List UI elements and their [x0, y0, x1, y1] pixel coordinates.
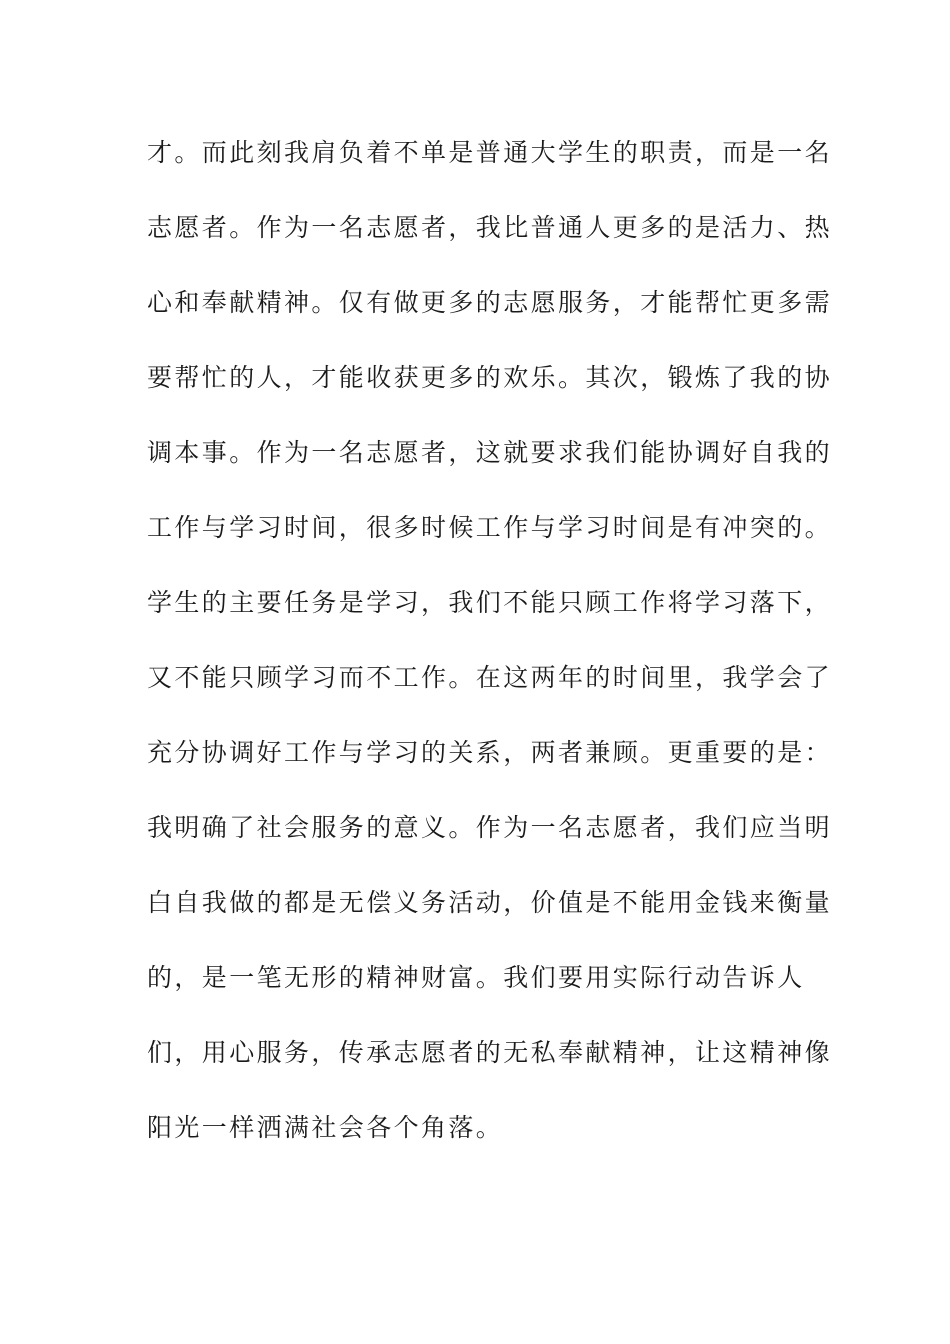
- text-line: 要帮忙的人，才能收获更多的欢乐。其次，锻炼了我的协: [147, 363, 833, 392]
- text-line: 们，用心服务，传承志愿者的无私奉献精神，让这精神像: [147, 1038, 833, 1067]
- text-line: 志愿者。作为一名志愿者，我比普通人更多的是活力、热: [147, 213, 833, 242]
- text-line: 我明确了社会服务的意义。作为一名志愿者，我们应当明: [147, 813, 833, 842]
- text-line: 学生的主要任务是学习，我们不能只顾工作将学习落下，: [147, 588, 833, 617]
- text-line: 阳光一样洒满社会各个角落。: [147, 1113, 504, 1142]
- text-line: 调本事。作为一名志愿者，这就要求我们能协调好自我的: [147, 438, 833, 467]
- text-line: 白自我做的都是无偿义务活动，价值是不能用金钱来衡量: [147, 888, 833, 917]
- text-line: 又不能只顾学习而不工作。在这两年的时间里，我学会了: [147, 663, 833, 692]
- text-line: 心和奉献精神。仅有做更多的志愿服务，才能帮忙更多需: [147, 288, 833, 317]
- text-line: 的，是一笔无形的精神财富。我们要用实际行动告诉人: [147, 963, 805, 992]
- text-line: 才。而此刻我肩负着不单是普通大学生的职责，而是一名: [147, 138, 833, 167]
- text-line: 充分协调好工作与学习的关系，两者兼顾。更重要的是：: [147, 738, 833, 767]
- body-text: [147, 133, 833, 1183]
- text-line: 工作与学习时间，很多时候工作与学习时间是有冲突的。: [147, 513, 833, 542]
